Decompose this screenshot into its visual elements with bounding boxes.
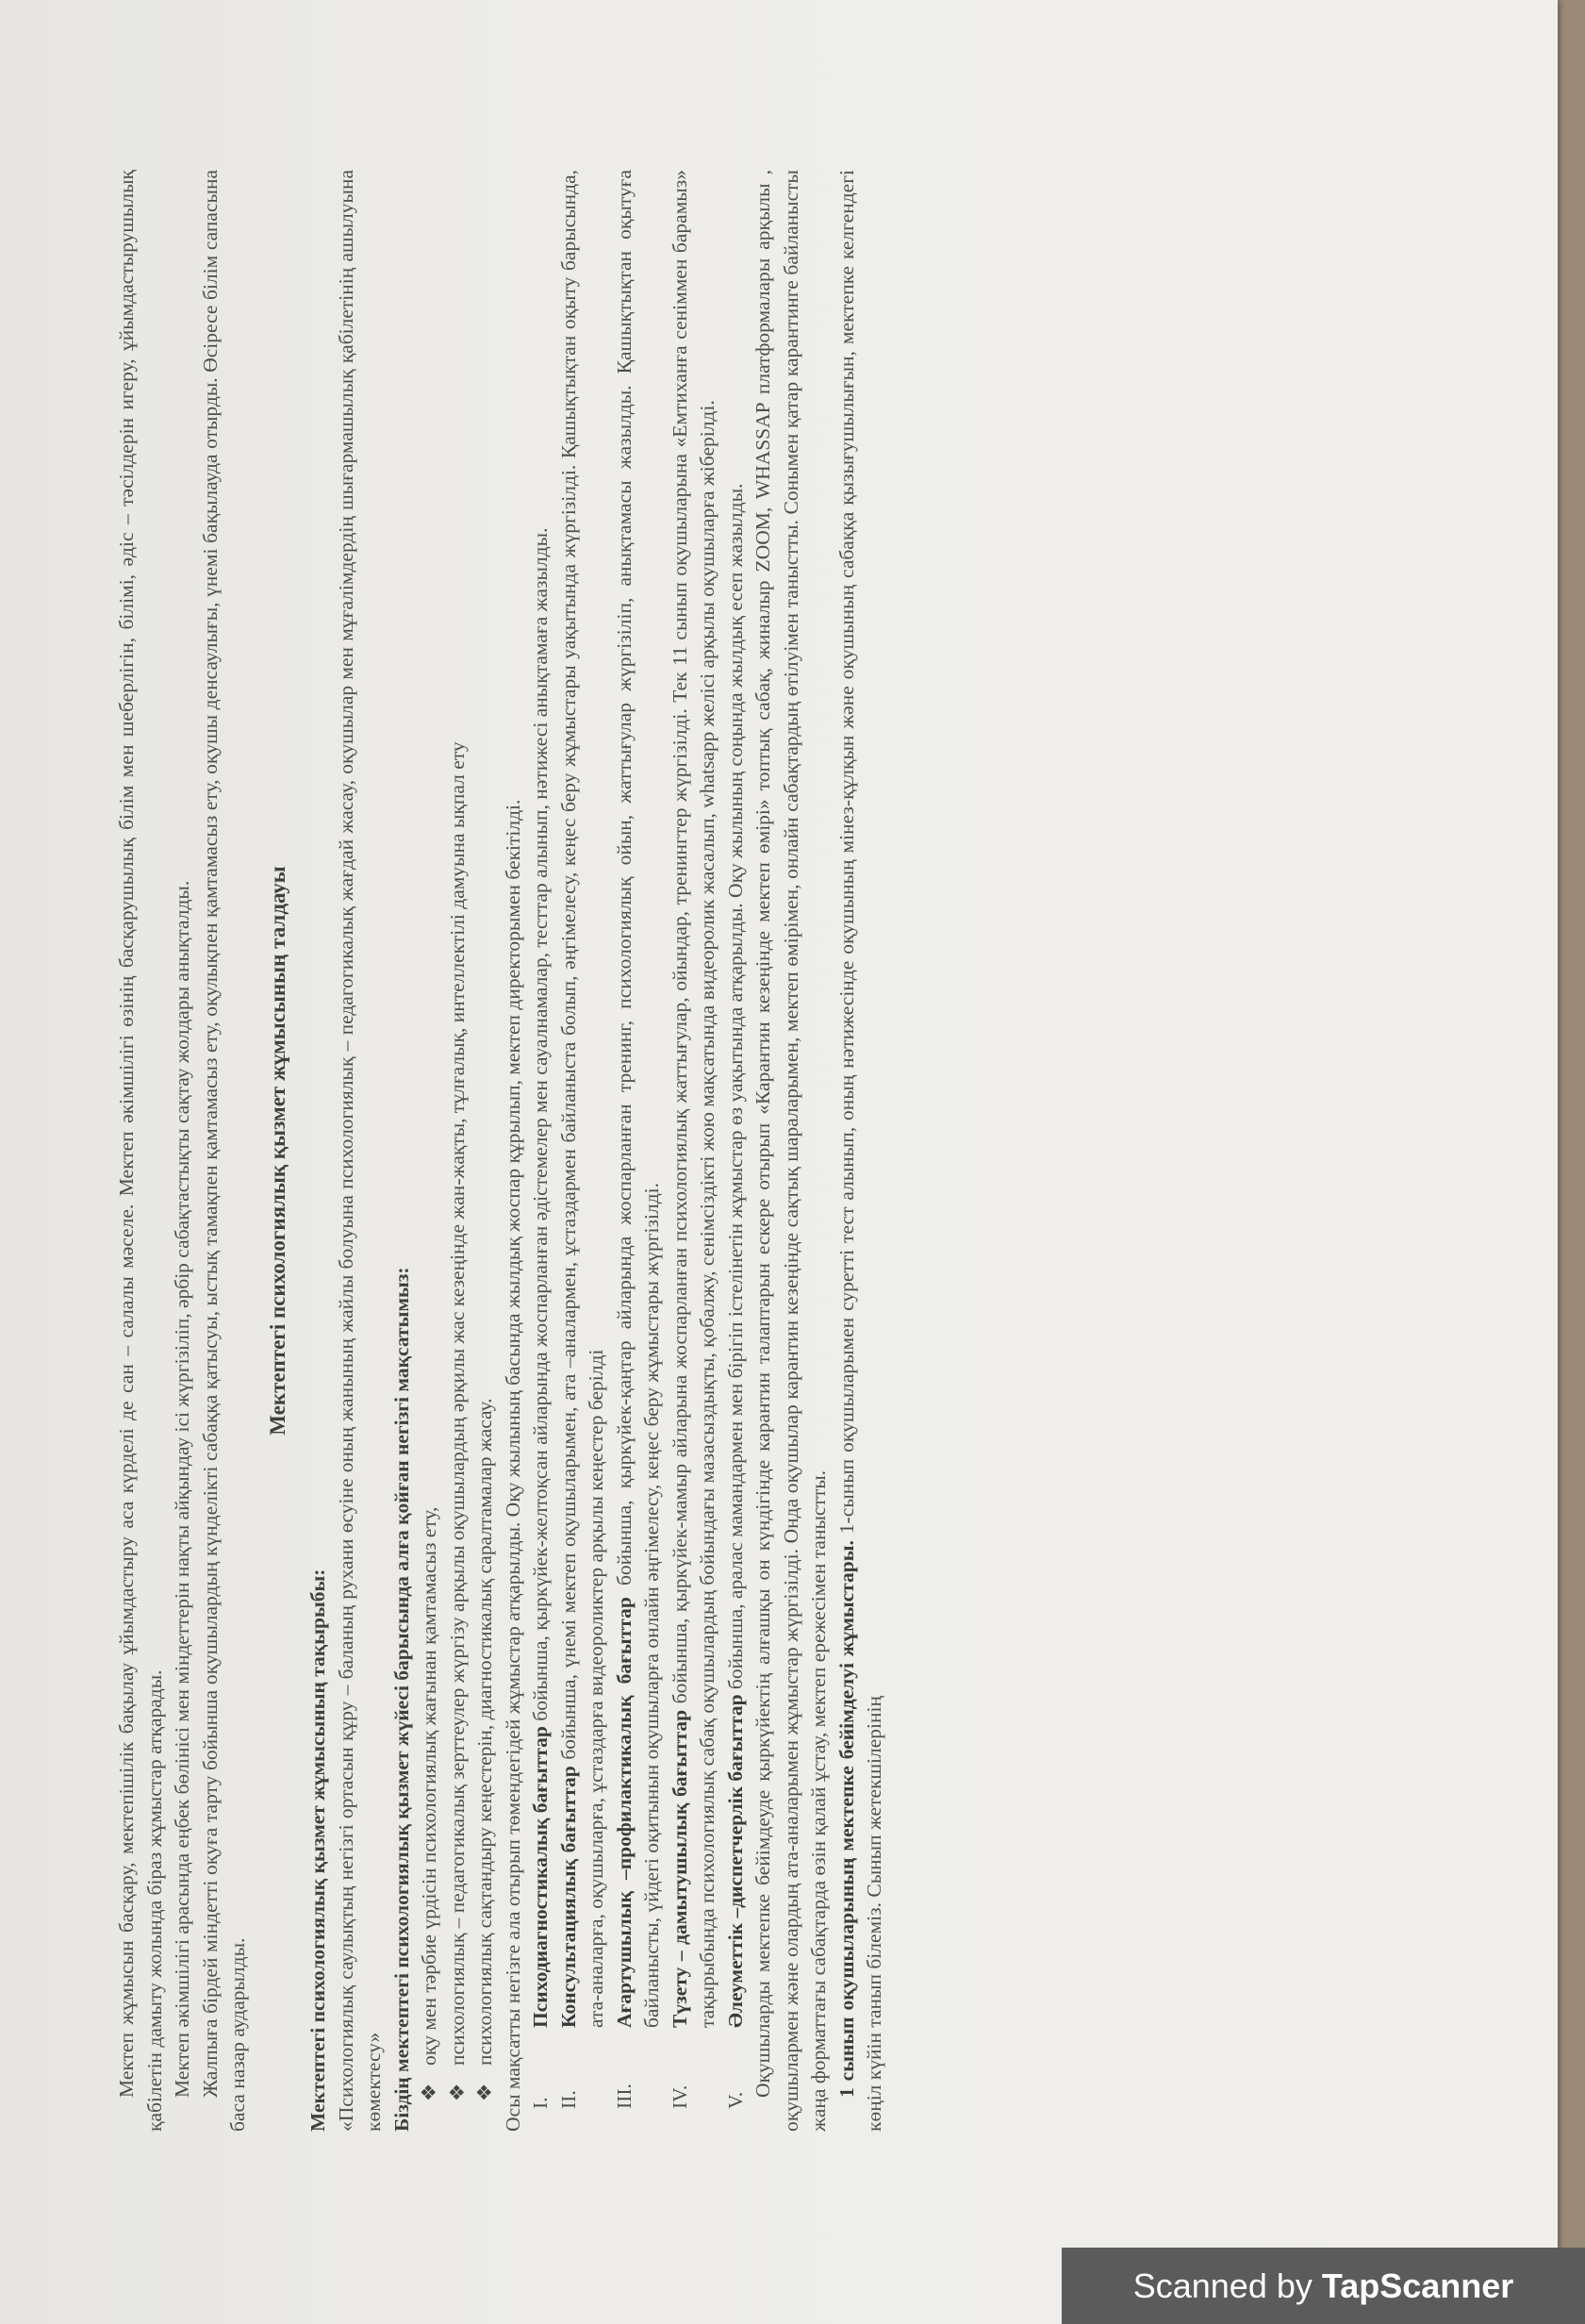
intro-paragraph-2: Мектеп әкімшілігі арасында еңбек бөлінісі мен міндеттерін нақты айқындау ісі жүргізіліп, әрбір сабақтастықты сақтау жолдары анықталды. — [171, 880, 193, 2098]
watermark-brand: TapScanner — [1321, 2266, 1514, 2305]
plan-paragraph: Осы мақсатты негізге ала отырып төмендегідей жұмыстар атқарылды. Оқу жылының басында жылдық жоспар құрылып, мектеп директорымен бекітілді. — [501, 799, 524, 2132]
goal-item-text: психологиялық сақтандыру кеңестерін, диагностикалық саралтамалар жасау. — [473, 1398, 496, 2066]
direction-title: Түзету – дамытушылық бағыттар — [668, 1709, 691, 2028]
goals-heading: Біздің мектептегі психологиялық қызмет жүйесі барысында алға қойған негізгі мақсатымыз: — [389, 1267, 413, 2132]
diamond-bullet-icon: ❖ — [473, 2083, 496, 2101]
intro-paragraph-3: Жалпыға бірдей міндетті оқуға тарту бойынша оқушылардың күнделікті сабаққа қатысуы, ыстық тамақпен қамтамасыз ету, оқулықпен қамтамасыз ету, оқушы денсаулығы, үнемі бақылауда отырды. Өсіресе білім сапасына баса назар аударылды. — [198, 170, 249, 2132]
goal-item-text: психологиялық – педагогикалық зерттеулер жүргізу арқылы оқушылардың әрқилы жас кезеңінде жан-жақты, тұлғалық, интеллектілі дамуына ықпал ету — [445, 741, 469, 2066]
grade1-heading: 1 сынып оқушыларының мектепке бейімделуі жұмыстары. — [834, 1540, 858, 2098]
scanner-watermark — [1062, 2248, 1585, 2324]
direction-number: IV. — [668, 2084, 691, 2109]
goal-item — [444, 170, 472, 2132]
diamond-bullet-icon: ❖ — [445, 2083, 469, 2101]
direction-item — [667, 170, 722, 2132]
direction-text: бойынша, аралас мамандармен мен бірігіп істелінетін жұмыстар өз уақытында атқарылды. Оқу жылының соңында жылдық есеп жазылды. — [723, 483, 747, 1695]
adaptation-paragraph: Оқушыларды мектепке бейімдеуде қыркүйектің алғашқы он күндігінде карантин талаптарын ескере отырып «Карантин кезеңінде мектеп өмірі» топтық сабақ, жиналыр ZOOM, WHASSAP платформалары арқылы , оқушылармен және олардың ата-аналарымен жұмыстар жүргізілді. Онда оқушылар карантин кезеңінде сақтық шараларымен, мектеп өмірімен, онлайн сабақтардың өтілуімен таныстты. Сонымен қатар карантинге байланысты жаңа форматтағы сабақтарда өзін қалай ұстау, мектеп ережесімен таныстты. — [751, 170, 830, 2132]
direction-title: Консультациялық бағыттар — [556, 1766, 580, 2028]
direction-item — [527, 170, 555, 2132]
direction-text: бойынша, қыркүйек-мамыр айларына жоспарланған психологиялық жаттығулар, ойындар, тренингтер жүргізілді. Тек 11 сынып оқушыларына «Емтиханға сеніммен барамыз» тақырыбында психологиялық сабақ оқушылардың бойындағы мазасыздықты, қобалжу, сенімсіздікті жою мақсатында видеоролик жасалып, whatsapp желісі арқылы оқушыларға жіберілді. — [668, 170, 718, 2028]
direction-item — [555, 170, 611, 2132]
direction-text: бойынша, қыркүйек-қаңтар айларында жоспарланған тренинг, психологиялық ойын, жаттығулар жүргізіліп, анықтамасы жазылды. Қашықтықтан оқытуға байланысты, үйдегі оқитынын оқушыларға онлайн әңгімелесу, кеңес беру жұмыстары жүргізілді. — [612, 170, 663, 2028]
direction-text: бойынша, қыркүйек-желтоқсан айларында жоспарланған әдістемелер мен сауалнамалар, тесттар алынып, нәтижесі анықтамаға жазылды. — [529, 527, 552, 1727]
direction-item — [722, 170, 751, 2132]
rotated-document-body — [113, 170, 1490, 2132]
direction-title: Ағартушылық –профилактикалық бағыттар — [612, 1597, 636, 2028]
direction-number: I. — [529, 2097, 552, 2109]
direction-item — [611, 170, 667, 2132]
watermark-prefix: Scanned by — [1132, 2266, 1313, 2305]
diamond-bullet-icon: ❖ — [418, 2083, 440, 2101]
direction-number: III. — [612, 2083, 636, 2109]
direction-title: Психодиагностикалық бағыттар — [529, 1726, 552, 2028]
direction-number: V. — [723, 2091, 747, 2109]
direction-text: бойынша, үнемі мектеп оқушыларымен, ата –аналармен, ұстаздармен байланыста болып, әңгімелесу, кеңес беру жұмыстары уақытында жүргізілді. Қашықтықтан оқыту барысында, ата-аналарға, оқушыларға, ұстаздарға видеороликтер арқылы кеңестер берілді — [556, 170, 607, 2028]
grade1-paragraph — [834, 170, 889, 2132]
goal-item-text: оқу мен тәрбие үрдісін психологиялық жағынан қамтамасыз ету, — [418, 1506, 440, 2066]
direction-number: II. — [556, 2090, 580, 2109]
intro-paragraph-1: Мектеп жұмысын басқару, мектепішілік бақылау ұйымдастыру аса күрделі де сан – салалы мәселе. Мектеп әкімшілігі өзінің басқарушылық білім мен шеберлігін, білімі, әдіс – тәсілдерін игеру, ұйымдастырушылық қабілетін дамыту жолында біраз жұмыстар атқарады. — [115, 170, 166, 2132]
goal-item — [416, 170, 444, 2132]
topic-text: «Психологиялық саулықтың негізгі ортасын құру – баланың рухани өсуіне оның жанының жайлы болуына психологиялық – педагогикалық жағдай жасау, оқушылар мен мұғалімдердің шығармашылық қабілетінің ашылуына көмектесу» — [334, 170, 385, 2132]
topic-heading: Мектептегі психологиялық қызмет жұмысының тақырыбы: — [306, 1569, 329, 2132]
direction-title: Әлеуметтік –диспетчерлік бағыттар — [723, 1694, 747, 2028]
goal-item — [471, 170, 500, 2132]
document-title: Мектептегі психологиялық қызмет жұмысының талдауы — [265, 866, 289, 1436]
grade1-text: 1-сынып оқушыларымен суреттi тест алынып, оның нәтижесiнде оқушының мiнез-құлқын және оқушының сабаққа қызығушылығын, мектепке келгендегi көңiл күйiн танып бiлемiз. Сынып жетекшiлерінің — [834, 170, 885, 2132]
